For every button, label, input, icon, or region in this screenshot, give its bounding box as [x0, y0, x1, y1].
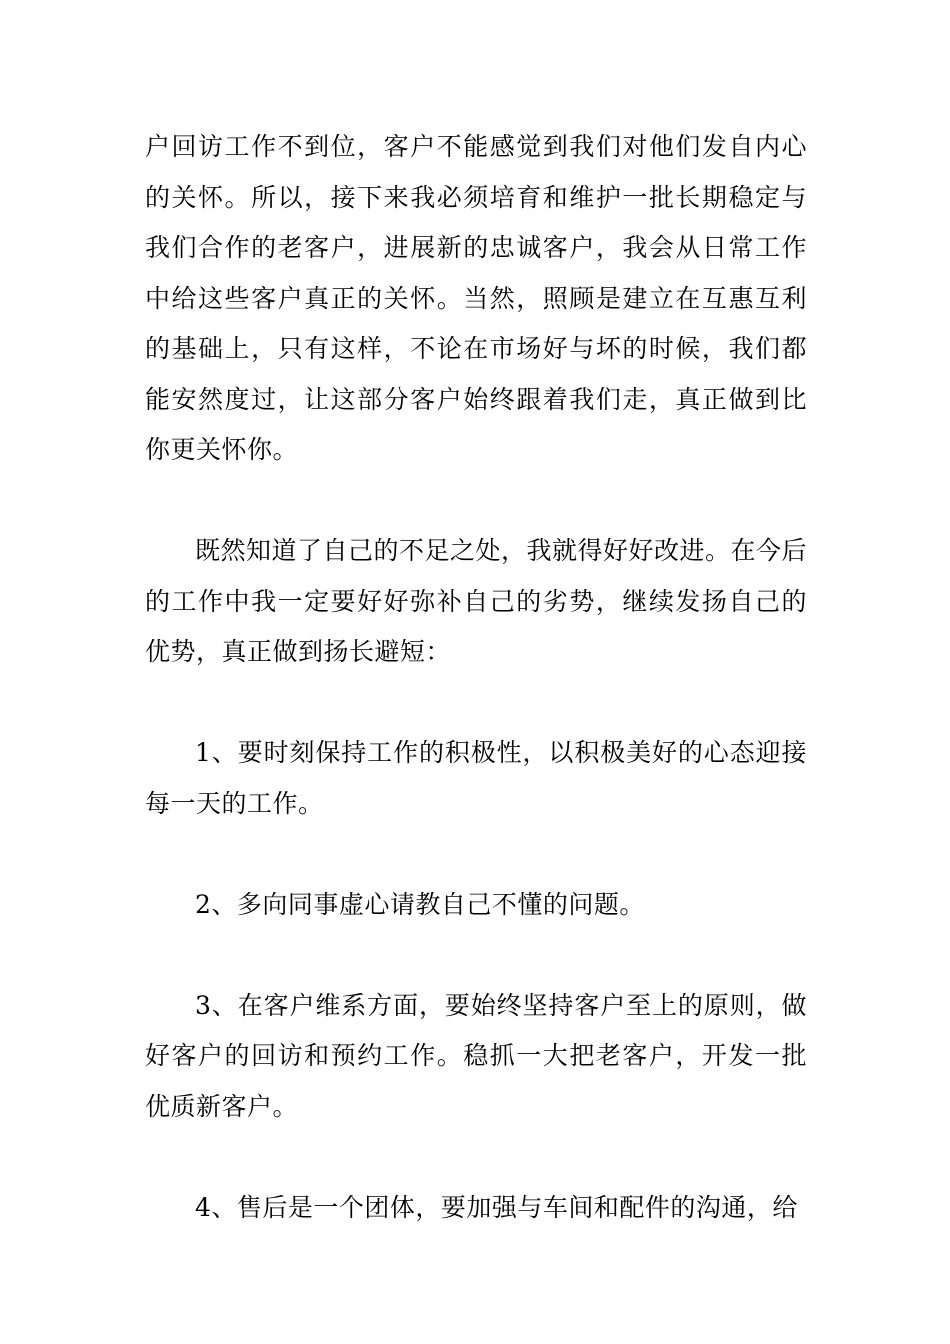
list-item-1: 1、要时刻保持工作的积极性，以积极美好的心态迎接每一天的工作。: [145, 738, 807, 818]
list-item-3: 3、在客户维系方面，要始终坚持客户至上的原则，做好客户的回访和预约工作。稳抓一大把老客户，开发一批优质新客户。: [145, 990, 807, 1121]
list-item-4: 4、售后是一个团体，要加强与车间和配件的沟通，给: [195, 1192, 798, 1222]
list-item-2: 2、多向同事虚心请教自己不懂的问题。: [195, 889, 645, 919]
document-body: [145, 122, 807, 1233]
paragraph-customer-care: 户回访工作不到位，客户不能感觉到我们对他们发自内心的关怀。所以，接下来我必须培育和维护一批长期稳定与我们合作的老客户，进展新的忠诚客户，我会从日常工作中给这些客户真正的关怀。当然，照顾是建立在互惠互利的基础上，只有这样，不论在市场好与坏的时候，我们都能安然度过，让这部分客户始终跟着我们走，真正做到比你更关怀你。: [145, 132, 807, 464]
paragraph-improvement: 既然知道了自己的不足之处，我就得好好改进。在今后的工作中我一定要好好弥补自己的劣势，继续发扬自己的优势，真正做到扬长避短：: [145, 536, 808, 666]
